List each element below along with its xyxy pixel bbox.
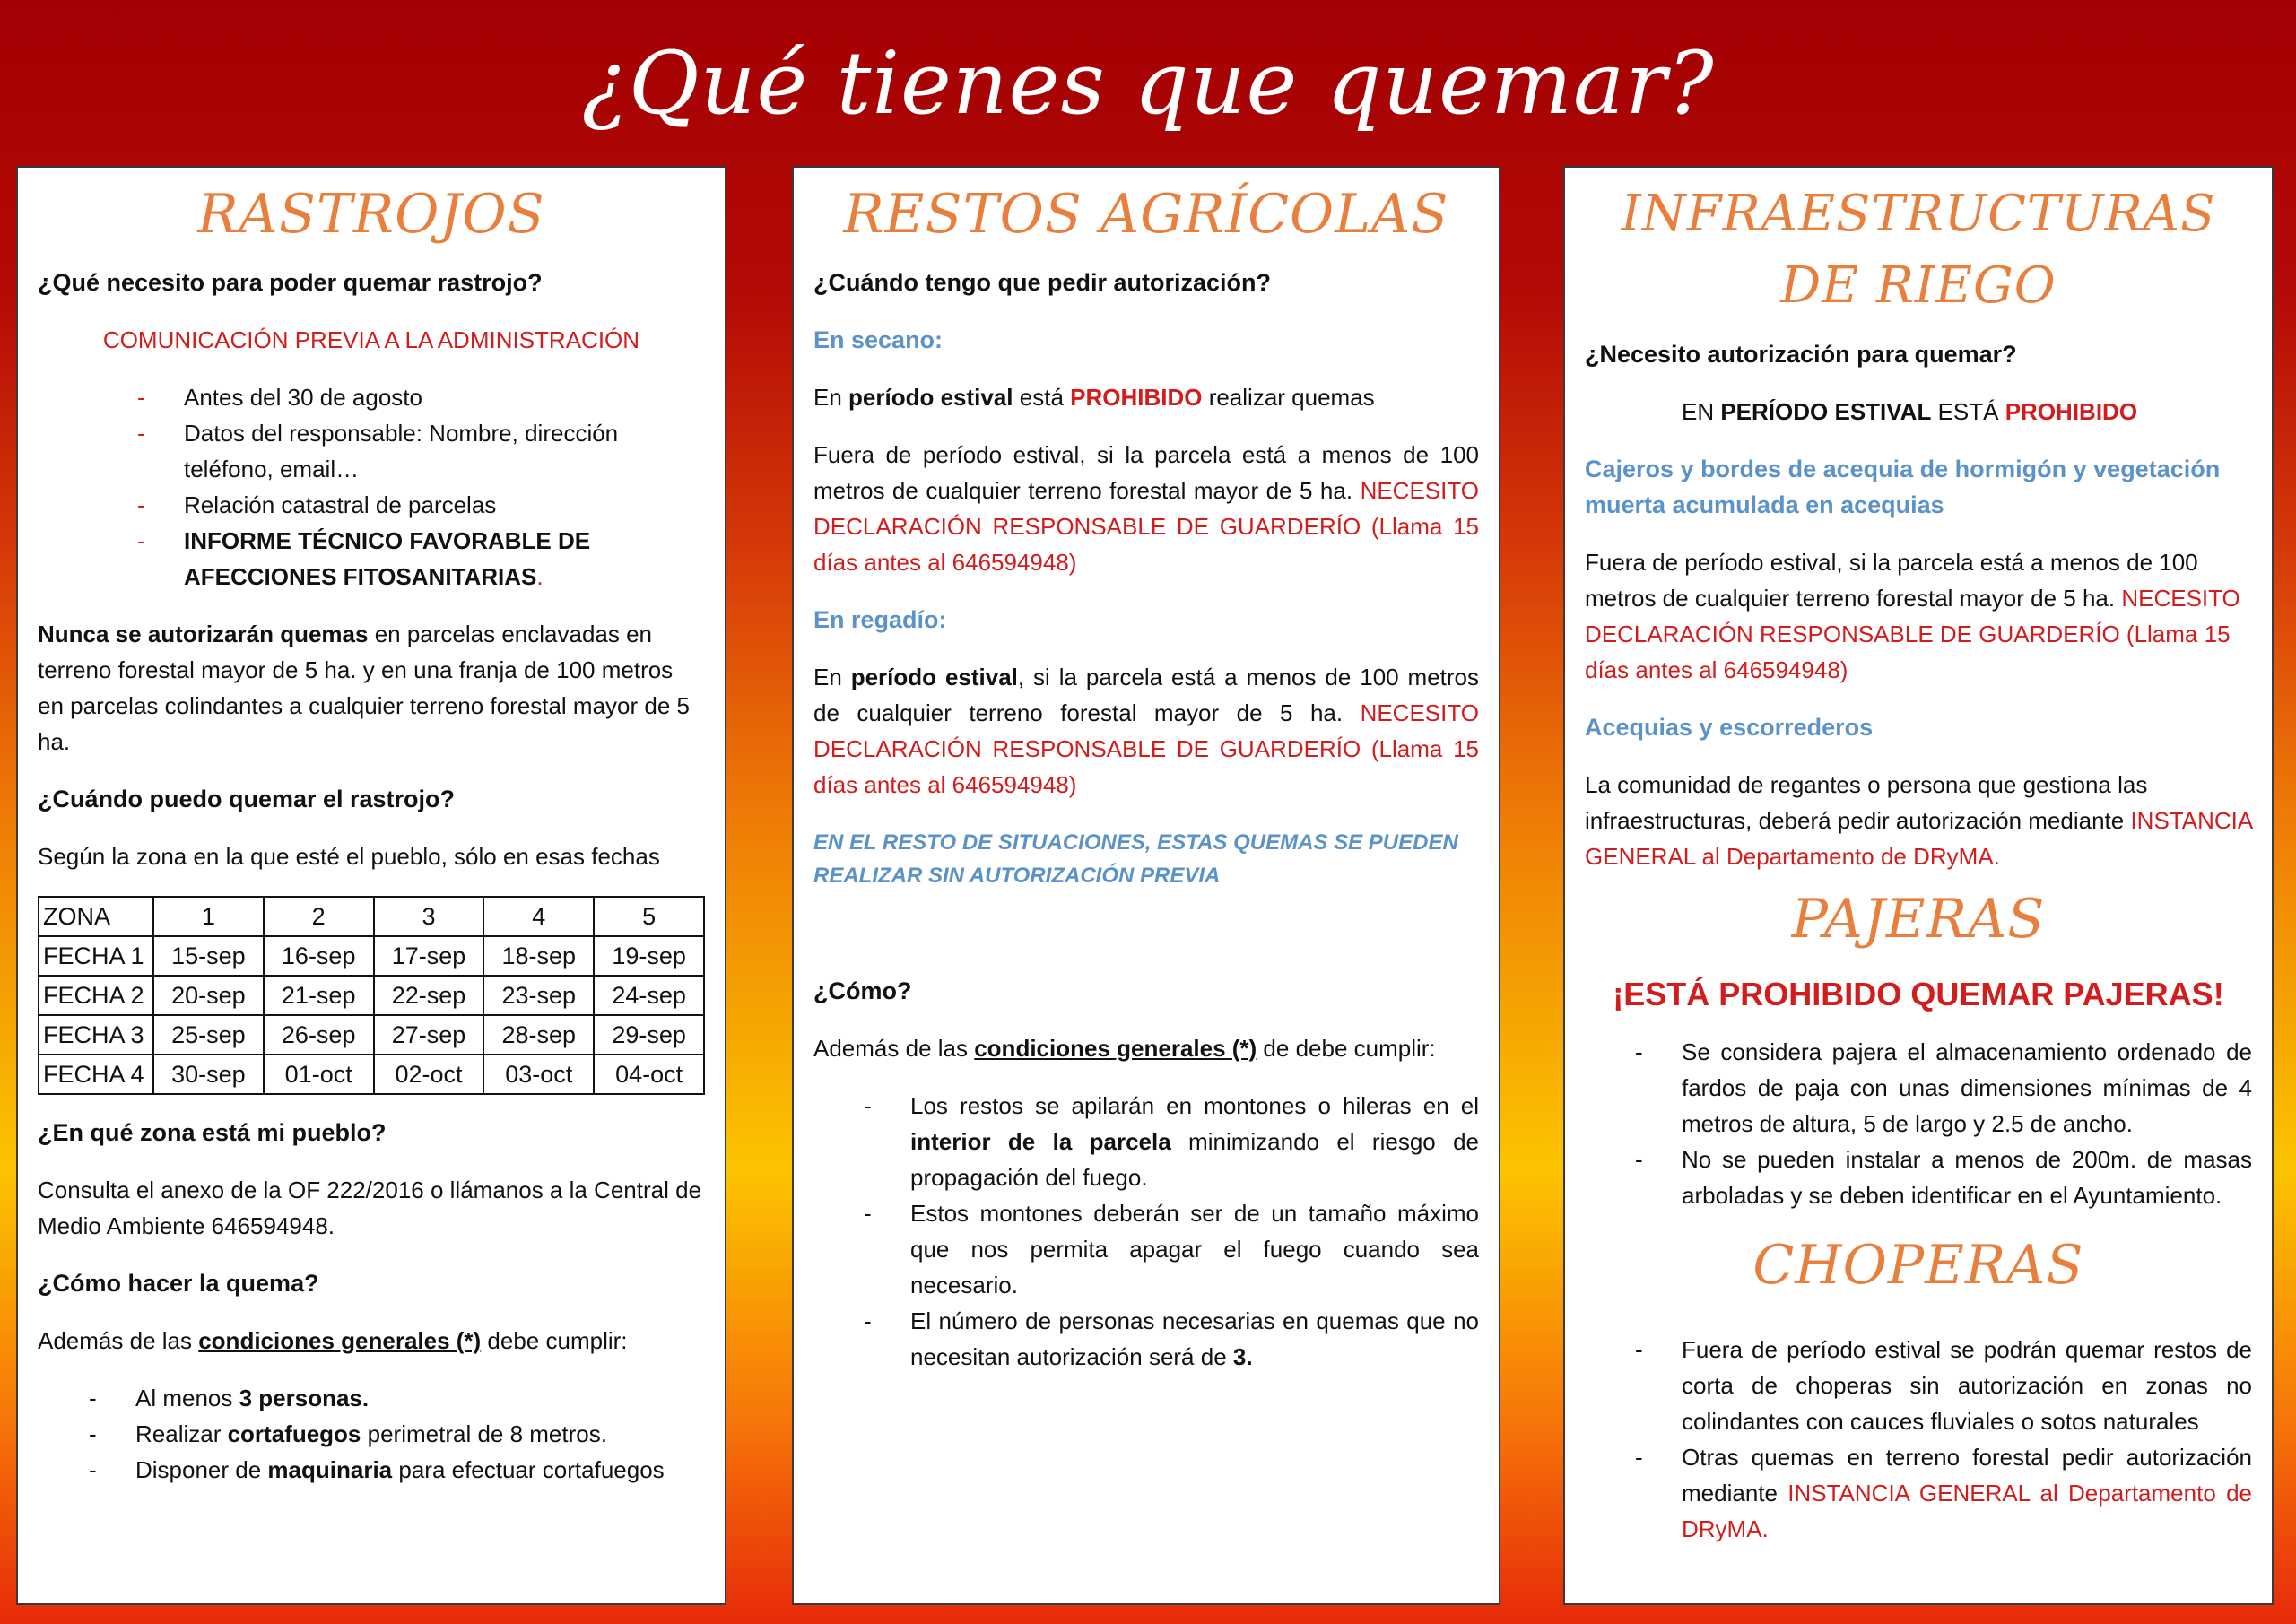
rastrojos-title: RASTROJOS bbox=[197, 183, 545, 246]
list-item: - Los restos se apilarán en montones o hileras en el interior de la parcela minimizando el riesgo de propagación del fuego. bbox=[864, 1092, 1480, 1191]
list-item: - Relación catastral de parcelas bbox=[137, 491, 497, 518]
comunicacion-previa: COMUNICACIÓN PREVIA A LA ADMINISTRACIÓN bbox=[102, 326, 640, 353]
page-title: ¿Qué tienes que quemar? bbox=[581, 33, 1715, 134]
estival-prohibido: EN PERÍODO ESTIVAL ESTÁ PROHIBIDO bbox=[1682, 398, 2138, 425]
secano-paragraph-2: Fuera de período estival, si la parcela está a menos de 100 metros de cualquier terreno forestal mayor de 5 ha. NECESITO DECLARACIÓN RESPONSABLE DE GUARDERÍO (Llama 15 días antes al 646594948) bbox=[813, 441, 1479, 576]
panel-restos-agricolas bbox=[792, 166, 1500, 1605]
restos-question-1: ¿Cuándo tengo que pedir autorización? bbox=[813, 269, 1271, 296]
choperas-title: CHOPERAS bbox=[1752, 1234, 2084, 1297]
pajeras-title: PAJERAS bbox=[1791, 888, 2046, 951]
panel-rastrojos bbox=[16, 166, 726, 1605]
rastrojos-question-3: ¿En qué zona está mi pueblo? bbox=[38, 1119, 387, 1146]
list-item: - No se pueden instalar a menos de 200m. de masas arboladas y se deben identificar en el Ayuntamiento. bbox=[1635, 1146, 2252, 1209]
resto-situaciones: EN EL RESTO DE SITUACIONES, ESTAS QUEMAS SE PUEDEN REALIZAR SIN AUTORIZACIÓN PREVIA bbox=[813, 830, 1458, 888]
ademas-paragraph: Además de las condiciones generales (*) debe cumplir: bbox=[38, 1327, 628, 1354]
acequias-heading: Acequias y escorrederos bbox=[1585, 714, 1874, 741]
ademas-paragraph: Además de las condiciones generales (*) de debe cumplir: bbox=[813, 1035, 1436, 1062]
como-list bbox=[864, 1088, 1480, 1375]
segun-paragraph: Según la zona en la que esté el pueblo, sólo en esas fechas bbox=[38, 843, 660, 870]
pajeras-list bbox=[1635, 1034, 2252, 1213]
rastrojos-question-2: ¿Cuándo puedo quemar el rastrojo? bbox=[38, 786, 456, 812]
infra-question-1: ¿Necesito autorización para quemar? bbox=[1585, 341, 2017, 368]
list-item: - Se considera pajera el almacenamiento ordenado de fardos de paja con unas dimensiones mínimas de 4 metros de altura, 5 de largo y 2.5 de ancho. bbox=[1635, 1038, 2252, 1137]
rastrojos-question-1: ¿Qué necesito para poder quemar rastrojo? bbox=[38, 269, 543, 296]
pajeras-prohibido: ¡ESTÁ PROHIBIDO QUEMAR PAJERAS! bbox=[1613, 976, 2224, 1012]
list-item: - INFORME TÉCNICO FAVORABLE DE AFECCIONES FITOSANITARIAS. bbox=[137, 527, 591, 590]
panel-infraestructuras bbox=[1563, 166, 2274, 1605]
table-row: FECHA 2 20-sep 21-sep 22-sep 23-sep 24-sep bbox=[39, 976, 704, 1015]
cajeros-heading: Cajeros y bordes de acequia de hormigón y vegetación muerta acumulada en acequias bbox=[1585, 456, 2221, 518]
regadio-heading: En regadío: bbox=[813, 606, 947, 633]
table-row: FECHA 4 30-sep 01-oct 02-oct 03-oct 04-oct bbox=[39, 1055, 704, 1094]
secano-heading: En secano: bbox=[813, 326, 944, 353]
choperas-list bbox=[1635, 1332, 2252, 1547]
zones-table bbox=[38, 896, 705, 1095]
table-row: FECHA 1 15-sep 16-sep 17-sep 18-sep 19-sep bbox=[39, 936, 704, 976]
nunca-paragraph: Nunca se autorizarán quemas en parcelas enclavadas en terreno forestal mayor de 5 ha. y en una franja de 100 metros en parcelas colindantes a cualquier terreno forestal mayor de 5 ha. bbox=[38, 621, 690, 755]
regadio-paragraph: En período estival, si la parcela está a menos de 100 metros de cualquier terreno forestal mayor de 5 ha. NECESITO DECLARACIÓN RESPONSABLE DE GUARDERÍO (Llama 15 días antes al 646594948) bbox=[813, 664, 1479, 798]
list-item: - Realizar cortafuegos perimetral de 8 metros. bbox=[89, 1420, 607, 1447]
requirements-list bbox=[137, 379, 705, 595]
list-item: - El número de personas necesarias en quemas que no necesitan autorización será de 3. bbox=[864, 1307, 1479, 1370]
comunidad-paragraph: La comunidad de regantes o persona que gestiona las infraestructuras, deberá pedir autorización mediante INSTANCIA GENERAL al Departamento de DRyMA. bbox=[1585, 771, 2252, 870]
list-item: - Antes del 30 de agosto bbox=[137, 384, 422, 411]
list-item: - Disponer de maquinaria para efectuar cortafuegos bbox=[89, 1456, 665, 1483]
quema-conditions-list bbox=[89, 1380, 705, 1488]
table-header-row: ZONA 1 2 3 4 5 bbox=[39, 897, 704, 936]
list-item: - Datos del responsable: Nombre, dirección teléfono, email… bbox=[137, 420, 619, 482]
restos-question-2: ¿Cómo? bbox=[813, 977, 912, 1004]
fuera-paragraph: Fuera de período estival, si la parcela está a menos de 100 metros de cualquier terreno forestal mayor de 5 ha. NECESITO DECLARACIÓN RESPONSABLE DE GUARDERÍO (Llama 15 días antes al 646594948) bbox=[1585, 549, 2240, 683]
consulta-paragraph: Consulta el anexo de la OF 222/2016 o llámanos a la Central de Medio Ambiente 646594948. bbox=[38, 1177, 702, 1239]
list-item: - Fuera de período estival se podrán quemar restos de corta de choperas sin autorización en zonas no colindantes con cauces fluviales o sotos naturales bbox=[1635, 1336, 2252, 1435]
table-row: FECHA 3 25-sep 26-sep 27-sep 28-sep 29-sep bbox=[39, 1015, 704, 1055]
list-item: - Estos montones deberán ser de un tamaño máximo que nos permita apagar el fuego cuando sea necesario. bbox=[864, 1200, 1479, 1298]
restos-title: RESTOS AGRÍCOLAS bbox=[843, 183, 1449, 246]
secano-paragraph-1: En período estival está PROHIBIDO realizar quemas bbox=[813, 384, 1375, 411]
list-item: - Al menos 3 personas. bbox=[89, 1385, 370, 1411]
rastrojos-question-4: ¿Cómo hacer la quema? bbox=[38, 1270, 319, 1297]
infra-title: INFRAESTRUCTURAS DE RIEGO bbox=[1621, 185, 2216, 315]
list-item: - Otras quemas en terreno forestal pedir autorización mediante INSTANCIA GENERAL al Departamento de DRyMA. bbox=[1635, 1444, 2252, 1542]
